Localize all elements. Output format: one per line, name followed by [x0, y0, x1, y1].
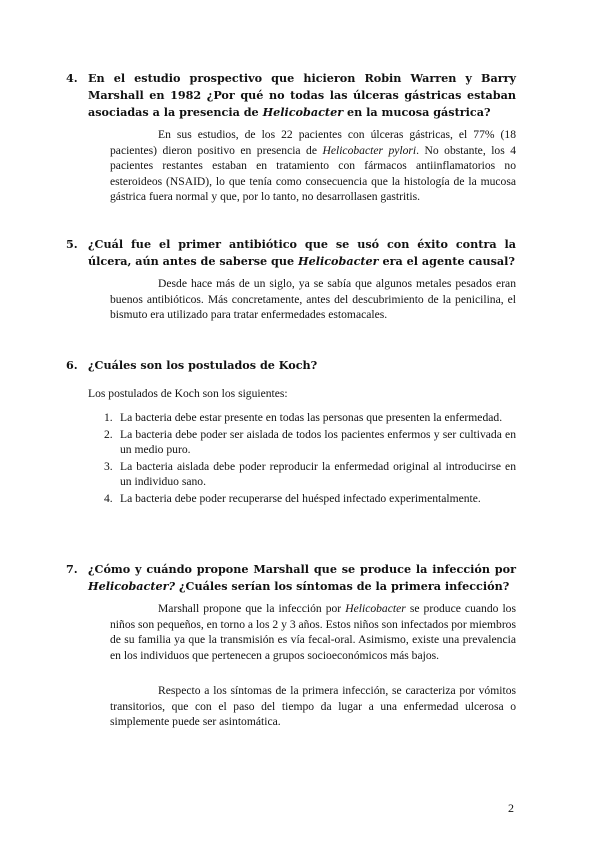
question-4-number: 4.	[66, 71, 78, 85]
list-item: 1. La bacteria debe estar presente en todas las personas que presenten la enfermedad.	[104, 411, 503, 424]
list-item: 3. La bacteria aislada debe poder reproducir la enfermedad original al introducirse en un individuo sano.	[104, 459, 516, 489]
question-5-number: 5.	[66, 237, 78, 251]
answer-4-text-a: En sus estudios, de los 22 pacientes con úlceras gástricas, el 77% (18 pacientes) dieron positivo en presencia de	[110, 128, 516, 157]
page-number: 2	[508, 801, 514, 815]
answer-7-p1-text-b: se produce cuando los niños son pequeños, en torno a los 2 y 3 años. Estos niños son infectados por miembros de su familia ya que la transmisión es vía fecal-oral. Asimismo, existe una prevalencia en los individuos que pertenecen a grupos socioeconómicos más bajos.	[110, 602, 516, 662]
answer-5-text: Desde hace más de un siglo, ya se sabía que algunos metales pesados eran buenos antibióticos. Más concretamente, antes del descubrimiento de la penicilina, el bismuto era utilizado para tratar enfermedades estomacales.	[110, 277, 516, 322]
question-6	[66, 357, 516, 374]
list-item: 2. La bacteria debe poder ser aislada de todos los pacientes enfermos y ser cultivada en un medio puro.	[104, 427, 516, 457]
question-5-text-b: era el agente causal?	[378, 254, 515, 268]
answer-4	[110, 127, 516, 205]
answer-7-p1-text-a: Marshall propone que la infección por	[158, 602, 346, 615]
question-4	[66, 70, 516, 121]
answer-7-paragraph-1	[110, 601, 516, 663]
question-5-italic: Helicobacter	[298, 254, 379, 268]
question-6-number: 6.	[66, 358, 78, 372]
question-4-italic: Helicobacter	[262, 105, 344, 119]
list-item: 4. La bacteria debe poder recuperarse del huésped infectado experimentalmente.	[104, 491, 481, 505]
question-4-text-b: en la mucosa gástrica?	[343, 105, 491, 119]
answer-4-text-b: . No obstante, los 4 pacientes restantes estaban en tratamiento con fármacos antiinflamatorios no esteroideos (NSAID), lo que tenía como consecuencia que la histología de la mucosa gástrica fuera normal y que, por lo tanto, no desarrollasen gastritis.	[110, 143, 516, 204]
question-7-italic: Helicobacter?	[88, 579, 176, 593]
question-5	[66, 236, 516, 270]
question-7-text-b: ¿Cuáles serían los síntomas de la primera infección?	[175, 579, 510, 593]
question-7-number: 7.	[66, 562, 78, 576]
koch-postulates-list	[104, 410, 516, 508]
question-7-text-a: ¿Cómo y cuándo propone Marshall que se produce la infección por	[88, 562, 516, 576]
answer-7-paragraph-2	[110, 683, 516, 730]
question-4-text-a: En el estudio prospectivo que hicieron Robin Warren y Barry Marshall en 1982 ¿Por qué no todas las úlceras gástricas estaban asociadas a la presencia de	[88, 71, 516, 119]
answer-5	[110, 276, 516, 323]
question-6-text: ¿Cuáles son los postulados de Koch?	[88, 358, 318, 372]
question-7	[66, 561, 516, 595]
answer-7-p1-italic: Helicobacter	[345, 602, 406, 615]
question-5-text-a: ¿Cuál fue el primer antibiótico que se usó con éxito contra la úlcera, aún antes de saberse que	[88, 237, 516, 268]
answer-4-italic: Helicobacter pylori	[322, 143, 417, 157]
answer-7-p2-text: Respecto a los síntomas de la primera infección, se caracteriza por vómitos transitorios, que con el paso del tiempo da lugar a una enfermedad ulcerosa o simplemente puede ser asintomática.	[110, 684, 516, 729]
answer-6-intro: Los postulados de Koch son los siguientes:	[88, 387, 288, 400]
